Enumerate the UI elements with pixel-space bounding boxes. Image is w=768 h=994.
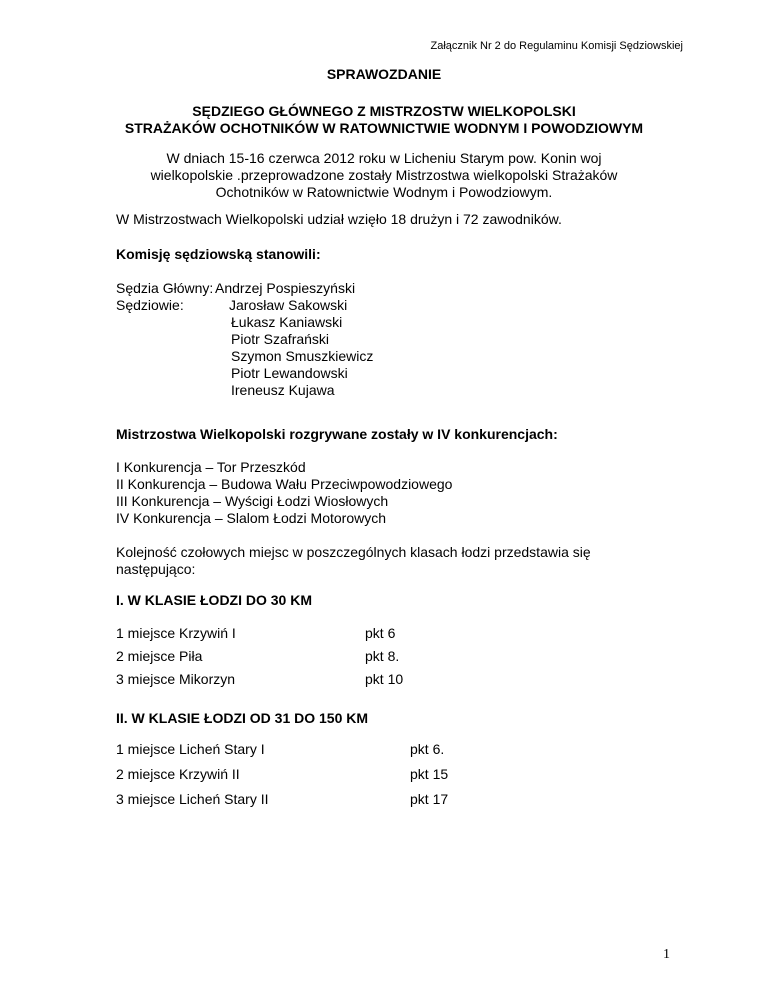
header-note: Załącznik Nr 2 do Regulaminu Komisji Sędziowskiej bbox=[430, 40, 683, 52]
class2-place: 3 miejsce Licheń Stary II bbox=[116, 791, 269, 807]
competition-item: II Konkurencja – Budowa Wału Przeciwpowodziowego bbox=[116, 476, 453, 492]
class2-place: 1 miejsce Licheń Stary I bbox=[116, 741, 265, 757]
class1-heading: I. W KLASIE ŁODZI DO 30 KM bbox=[116, 592, 313, 608]
competition-item: III Konkurencja – Wyścigi Łodzi Wiosłowych bbox=[116, 493, 389, 509]
participation-text: W Mistrzostwach Wielkopolski udział wzięło 18 drużyn i 72 zawodników. bbox=[116, 211, 562, 227]
competitions-heading: Mistrzostwa Wielkopolski rozgrywane zostały w IV konkurencjach: bbox=[116, 426, 558, 442]
intro-line: Ochotników w Ratownictwie Wodnym i Powodziowym. bbox=[215, 184, 553, 200]
class2-points: pkt 15 bbox=[410, 766, 449, 782]
document-subtitle-line1: SĘDZIEGO GŁÓWNEGO Z MISTRZOSTW WIELKOPOLSKI bbox=[192, 103, 576, 119]
judge-name: Szymon Smuszkiewicz bbox=[231, 348, 374, 364]
class1-place: 2 miejsce Piła bbox=[116, 648, 203, 664]
ranking-intro-line1: Kolejność czołowych miejsc w poszczególnych klasach łodzi przedstawia się bbox=[116, 544, 591, 560]
document-subtitle-line2: STRAŻAKÓW OCHOTNIKÓW W RATOWNICTWIE WODNYM I POWODZIOWYM bbox=[124, 120, 644, 136]
competition-item: I Konkurencja – Tor Przeszkód bbox=[116, 459, 306, 475]
judge-name: Piotr Szafrański bbox=[231, 331, 330, 347]
intro-line: wielkopolskie .przeprowadzone zostały Mistrzostwa wielkopolski Strażaków bbox=[150, 167, 618, 183]
ranking-intro-line2: następująco: bbox=[116, 561, 196, 577]
judge-name: Piotr Lewandowski bbox=[231, 365, 348, 381]
judge-name: Ireneusz Kujawa bbox=[231, 382, 335, 398]
class2-points: pkt 6. bbox=[410, 741, 445, 757]
class1-points: pkt 10 bbox=[365, 671, 404, 687]
committee-heading: Komisję sędziowską stanowili: bbox=[116, 246, 321, 262]
class2-place: 2 miejsce Krzywiń II bbox=[116, 766, 240, 782]
competition-item: IV Konkurencja – Slalom Łodzi Motorowych bbox=[116, 510, 387, 526]
chief-judge-name: Andrzej Pospieszyński bbox=[215, 280, 356, 296]
page-number: 1 bbox=[663, 947, 670, 962]
intro-paragraph bbox=[0, 150, 768, 201]
chief-judge-label: Sędzia Główny: bbox=[116, 280, 214, 296]
class1-place: 1 miejsce Krzywiń I bbox=[116, 625, 236, 641]
class1-points: pkt 8. bbox=[365, 648, 400, 664]
class1-place: 3 miejsce Mikorzyn bbox=[116, 671, 236, 687]
document-title: SPRAWOZDANIE bbox=[326, 66, 442, 82]
class1-points: pkt 6 bbox=[365, 625, 396, 641]
judge-name: Jarosław Sakowski bbox=[229, 297, 348, 313]
class2-points: pkt 17 bbox=[410, 791, 449, 807]
judges-label: Sędziowie: bbox=[116, 297, 184, 313]
intro-line: W dniach 15-16 czerwca 2012 roku w Licheniu Starym pow. Konin woj bbox=[166, 150, 602, 166]
judge-name: Łukasz Kaniawski bbox=[231, 314, 343, 330]
class2-heading: II. W KLASIE ŁODZI OD 31 DO 150 KM bbox=[116, 710, 369, 726]
